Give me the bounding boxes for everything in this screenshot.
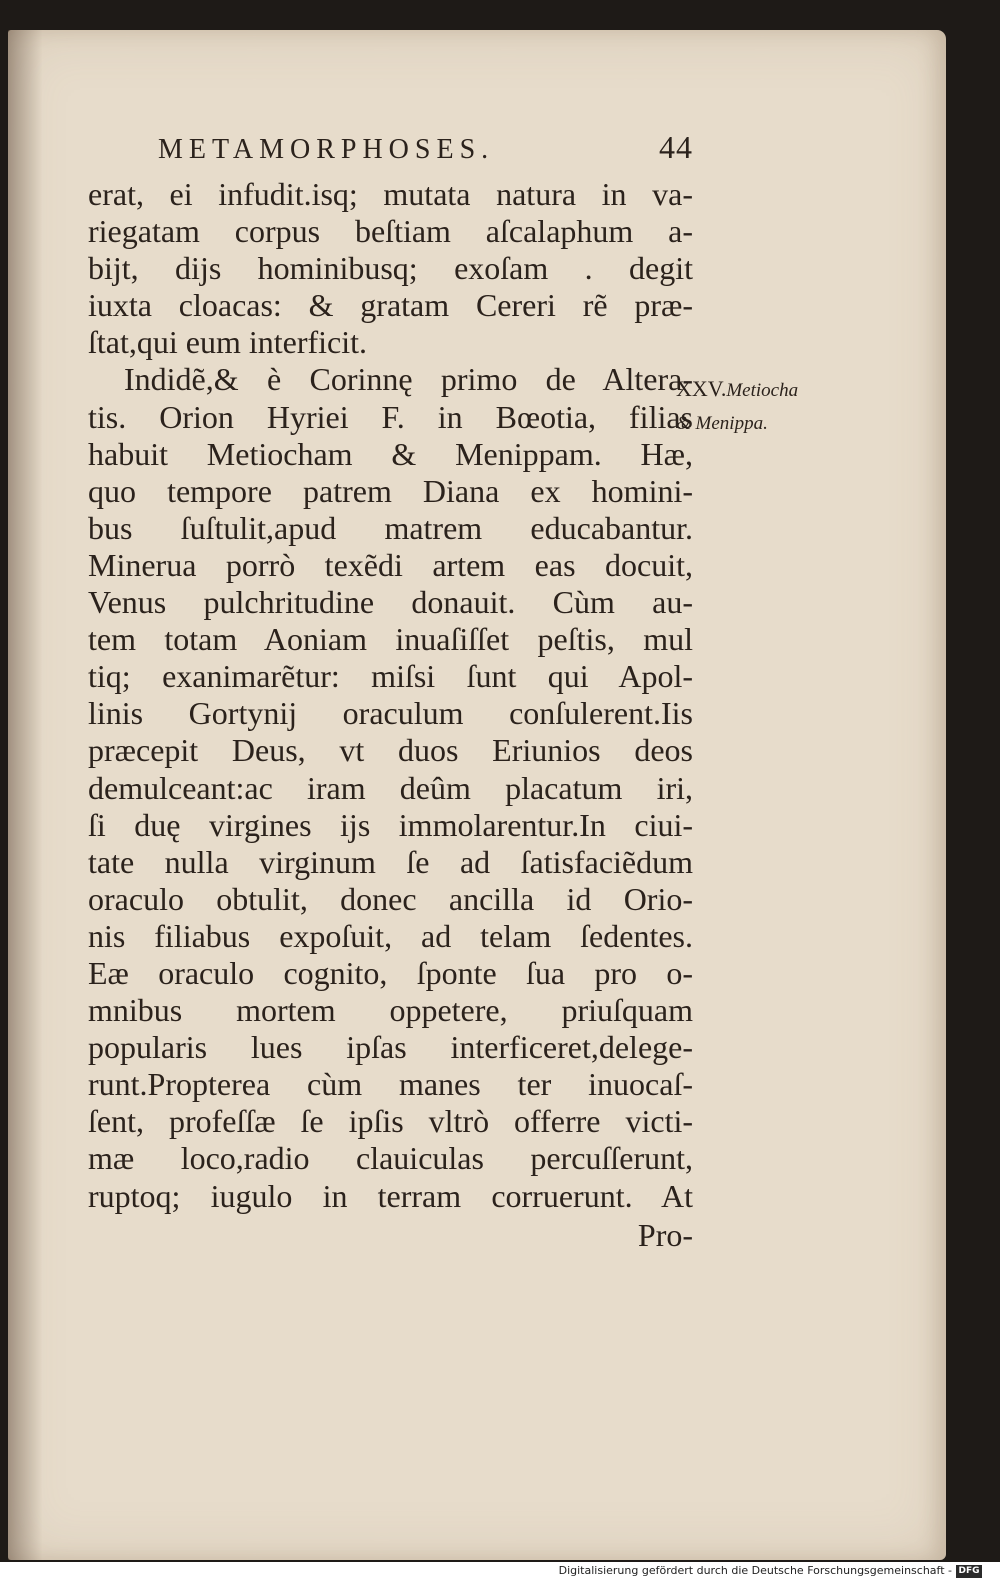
body-line: ſtat,qui eum interficit. [88,324,368,361]
body-line: mnibus mortem oppetere, priuſquam [88,992,693,1029]
body-line: quo tempore patrem Diana ex homini- [88,472,693,509]
body-line: erat, ei infudit.isq; mutata natura in va- [88,176,693,212]
body-line: demulceant:ac iram deûm placatum iri, [88,769,693,806]
body-line: bus ſuſtulit,apud matrem educabantur. [88,509,693,546]
page-number: 44 [659,129,693,165]
body-line: tis. Orion Hyriei F. in Bœotia, filias [88,398,693,435]
body-line: Indidẽ,& è Corinnę primo de Altera- [124,361,693,398]
text-block [88,125,693,1255]
body-line: tem totam Aoniam inuaſiſſet peſtis, mul [88,621,693,658]
body-line: Minerua porrò texẽdi artem eas docuit, [88,546,693,583]
body-line: popularis lues ipſas interficeret,delege- [88,1029,693,1066]
body-line: Eæ oraculo cognito, ſponte ſua pro o- [88,954,693,991]
body-line: mæ loco,radio clauiculas percuſſerunt, [88,1140,693,1177]
marginal-numeral: XXV. [676,376,727,401]
body-line: præcepit Deus, vt duos Eriunios deos [88,732,693,769]
body-line: iuxta cloacas: & gratam Cereri rẽ præ- [88,287,693,324]
page-gutter-shadow [8,30,42,1560]
body-line: ſi duę virgines ijs immolarentur.In ciui- [88,806,693,843]
body-line: linis Gortynij oraculum conſulerent.Iis [88,695,693,732]
funding-credit: Digitalisierung gefördert durch die Deutsche Forschungsgemeinschaft - [558,1564,952,1577]
marginal-note [676,372,841,440]
digitization-footer [0,1562,1000,1583]
body-line: bijt, dijs hominibusq; exoſam . degit [88,250,693,287]
marginal-name: Metiocha [726,380,799,401]
body-line: oraculo obtulit, donec ancilla id Orio- [88,880,693,917]
body-line: habuit Metiocham & Menippam. Hæ, [88,435,693,472]
marginal-note-line-2: & Menippa. [676,413,768,434]
body-line: runt.Propterea cùm manes ter inuocaſ- [88,1066,693,1103]
dfg-logo-icon: DFG [956,1565,982,1578]
body-line: tate nulla virginum ſe ad ſatisfaciẽdum [88,843,693,880]
running-title: METAMORPHOSES. [158,134,495,165]
running-head [158,125,693,172]
body-line: riegatam corpus beſtiam aſcalaphum a- [88,213,693,250]
body-line: ruptoq; iugulo in terram corruerunt. At [88,1177,693,1214]
body-line: nis filiabus expoſuit, ad telam ſedentes. [88,917,693,954]
catchword: Pro- [637,1216,693,1253]
marginal-note-line-1 [676,372,841,407]
body-line: ſent, profeſſæ ſe ipſis vltrò offerre victi- [88,1103,693,1140]
body-line: Venus pulchritudine donauit. Cùm au- [88,584,693,621]
body-line: tiq; exanimarẽtur: miſsi ſunt qui Apol- [88,658,693,695]
